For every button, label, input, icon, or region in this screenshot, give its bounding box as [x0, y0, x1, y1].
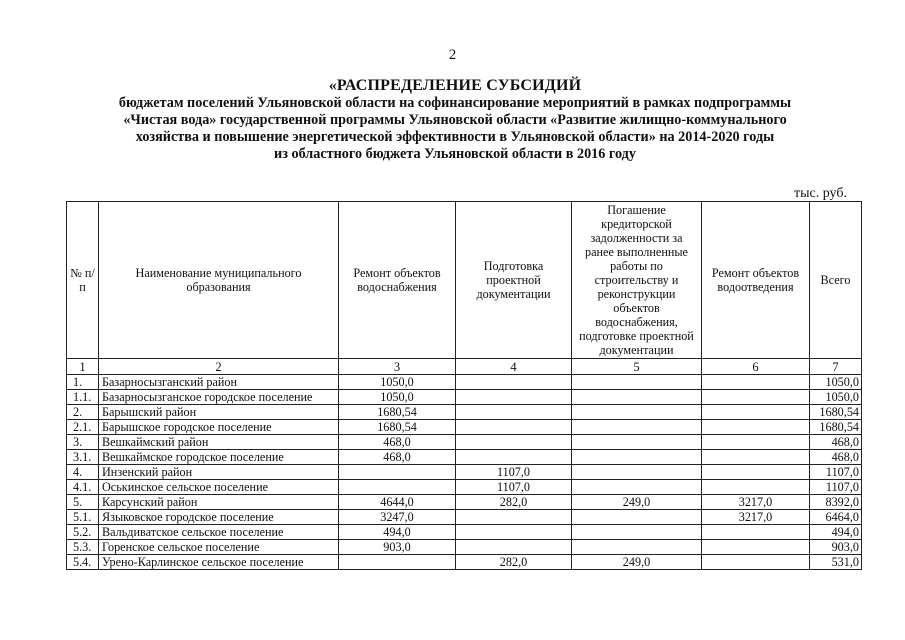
design-documentation-value: 282,0: [456, 495, 572, 510]
water-supply-repair-value: 1680,54: [339, 420, 456, 435]
header-total: Всего: [810, 202, 862, 359]
design-documentation-value: [456, 450, 572, 465]
row-number: 4.: [67, 465, 99, 480]
design-documentation-value: [456, 540, 572, 555]
total-value: 1050,0: [810, 390, 862, 405]
water-supply-repair-value: 4644,0: [339, 495, 456, 510]
title-line-1: бюджетам поселений Ульяновской области на софинансирование мероприятий в рамках подпрограммы: [118, 95, 792, 111]
design-documentation-value: [456, 405, 572, 420]
table-row: [67, 510, 862, 525]
table-row: [67, 405, 862, 420]
table-row: [67, 450, 862, 465]
municipality-name: Урено-Карлинское сельское поселение: [99, 555, 339, 570]
table-row: [67, 525, 862, 540]
total-value: 1680,54: [810, 420, 862, 435]
title-line-2: «Чистая вода» государственной программы Ульяновской области «Развитие жилищно-коммунального: [123, 112, 787, 128]
total-value: 6464,0: [810, 510, 862, 525]
row-number: 5.2.: [67, 525, 99, 540]
header-water-supply-repair: Ремонт объектов водоснабжения: [339, 202, 456, 359]
sewerage-repair-value: [702, 525, 810, 540]
total-value: 903,0: [810, 540, 862, 555]
debt-repayment-value: 249,0: [572, 555, 702, 570]
title-main: «РАСПРЕДЕЛЕНИЕ СУБСИДИЙ: [328, 77, 582, 94]
municipality-name: Барышское городское поселение: [99, 420, 339, 435]
municipality-name: Языковское городское поселение: [99, 510, 339, 525]
debt-repayment-value: [572, 450, 702, 465]
water-supply-repair-value: 1050,0: [339, 390, 456, 405]
row-number: 4.1.: [67, 480, 99, 495]
debt-repayment-value: [572, 390, 702, 405]
debt-repayment-value: [572, 405, 702, 420]
municipality-name: Инзенский район: [99, 465, 339, 480]
header-municipality: Наименование муниципального образования: [99, 202, 339, 359]
debt-repayment-value: [572, 375, 702, 390]
design-documentation-value: 282,0: [456, 555, 572, 570]
municipality-name: Базарносызганское городское поселение: [99, 390, 339, 405]
units-label: тыс. руб.: [794, 186, 847, 201]
sewerage-repair-value: [702, 450, 810, 465]
row-number: 5.4.: [67, 555, 99, 570]
header-design-documentation: Подготовка проектной документации: [456, 202, 572, 359]
sewerage-repair-value: [702, 555, 810, 570]
row-number: 1.1.: [67, 390, 99, 405]
sewerage-repair-value: 3217,0: [702, 510, 810, 525]
column-number: 6: [702, 359, 810, 375]
municipality-name: Вешкаймский район: [99, 435, 339, 450]
water-supply-repair-value: 1680,54: [339, 405, 456, 420]
title-line-3: хозяйства и повышение энергетической эффективности в Ульяновской области» на 2014-2020 годы: [135, 129, 775, 145]
total-value: 494,0: [810, 525, 862, 540]
design-documentation-value: 1107,0: [456, 480, 572, 495]
water-supply-repair-value: 494,0: [339, 525, 456, 540]
sewerage-repair-value: [702, 390, 810, 405]
table-row: [67, 375, 862, 390]
row-number: 5.1.: [67, 510, 99, 525]
design-documentation-value: [456, 525, 572, 540]
debt-repayment-value: [572, 435, 702, 450]
design-documentation-value: [456, 435, 572, 450]
water-supply-repair-value: 1050,0: [339, 375, 456, 390]
sewerage-repair-value: [702, 465, 810, 480]
table-row: [67, 480, 862, 495]
header-number: № п/п: [67, 202, 99, 359]
table-body: [67, 375, 862, 570]
total-value: 1107,0: [810, 465, 862, 480]
municipality-name: Карсунский район: [99, 495, 339, 510]
debt-repayment-value: [572, 420, 702, 435]
water-supply-repair-value: [339, 555, 456, 570]
title-line-4: из областного бюджета Ульяновской области в 2016 году: [274, 146, 636, 162]
total-value: 1107,0: [810, 480, 862, 495]
design-documentation-value: [456, 510, 572, 525]
sewerage-repair-value: [702, 435, 810, 450]
table-header-row: [67, 202, 862, 359]
header-debt-repayment: Погашение кредиторской задолженности за ранее выполненные работы по строительству и реконструкции объектов водоснабжения, подготовке проектной документации: [572, 202, 702, 359]
document-title: [60, 76, 850, 163]
water-supply-repair-value: 903,0: [339, 540, 456, 555]
column-number-row: [67, 359, 862, 375]
total-value: 468,0: [810, 450, 862, 465]
municipality-name: Горенское сельское поселение: [99, 540, 339, 555]
sewerage-repair-value: [702, 420, 810, 435]
water-supply-repair-value: [339, 465, 456, 480]
sewerage-repair-value: [702, 405, 810, 420]
column-number: 2: [99, 359, 339, 375]
total-value: 531,0: [810, 555, 862, 570]
total-value: 1050,0: [810, 375, 862, 390]
table-row: [67, 495, 862, 510]
debt-repayment-value: [572, 525, 702, 540]
header-sewerage-repair: Ремонт объектов водоотведения: [702, 202, 810, 359]
water-supply-repair-value: [339, 480, 456, 495]
municipality-name: Барышский район: [99, 405, 339, 420]
water-supply-repair-value: 3247,0: [339, 510, 456, 525]
water-supply-repair-value: 468,0: [339, 435, 456, 450]
municipality-name: Базарносызганский район: [99, 375, 339, 390]
table-row: [67, 540, 862, 555]
table-row: [67, 435, 862, 450]
design-documentation-value: [456, 420, 572, 435]
subsidy-table: [66, 201, 862, 570]
table-row: [67, 390, 862, 405]
municipality-name: Оськинское сельское поселение: [99, 480, 339, 495]
water-supply-repair-value: 468,0: [339, 450, 456, 465]
column-number: 5: [572, 359, 702, 375]
row-number: 5.3.: [67, 540, 99, 555]
debt-repayment-value: 249,0: [572, 495, 702, 510]
column-number: 3: [339, 359, 456, 375]
municipality-name: Вальдиватское сельское поселение: [99, 525, 339, 540]
total-value: 468,0: [810, 435, 862, 450]
row-number: 2.1.: [67, 420, 99, 435]
column-number: 1: [67, 359, 99, 375]
row-number: 1.: [67, 375, 99, 390]
design-documentation-value: 1107,0: [456, 465, 572, 480]
column-number: 7: [810, 359, 862, 375]
design-documentation-value: [456, 390, 572, 405]
page-number: 2: [448, 47, 457, 63]
row-number: 3.1.: [67, 450, 99, 465]
sewerage-repair-value: 3217,0: [702, 495, 810, 510]
debt-repayment-value: [572, 480, 702, 495]
table-row: [67, 420, 862, 435]
design-documentation-value: [456, 375, 572, 390]
sewerage-repair-value: [702, 480, 810, 495]
table-row: [67, 555, 862, 570]
row-number: 2.: [67, 405, 99, 420]
row-number: 5.: [67, 495, 99, 510]
column-number: 4: [456, 359, 572, 375]
municipality-name: Вешкаймское городское поселение: [99, 450, 339, 465]
row-number: 3.: [67, 435, 99, 450]
total-value: 8392,0: [810, 495, 862, 510]
debt-repayment-value: [572, 465, 702, 480]
debt-repayment-value: [572, 540, 702, 555]
debt-repayment-value: [572, 510, 702, 525]
total-value: 1680,54: [810, 405, 862, 420]
table-row: [67, 465, 862, 480]
sewerage-repair-value: [702, 540, 810, 555]
sewerage-repair-value: [702, 375, 810, 390]
